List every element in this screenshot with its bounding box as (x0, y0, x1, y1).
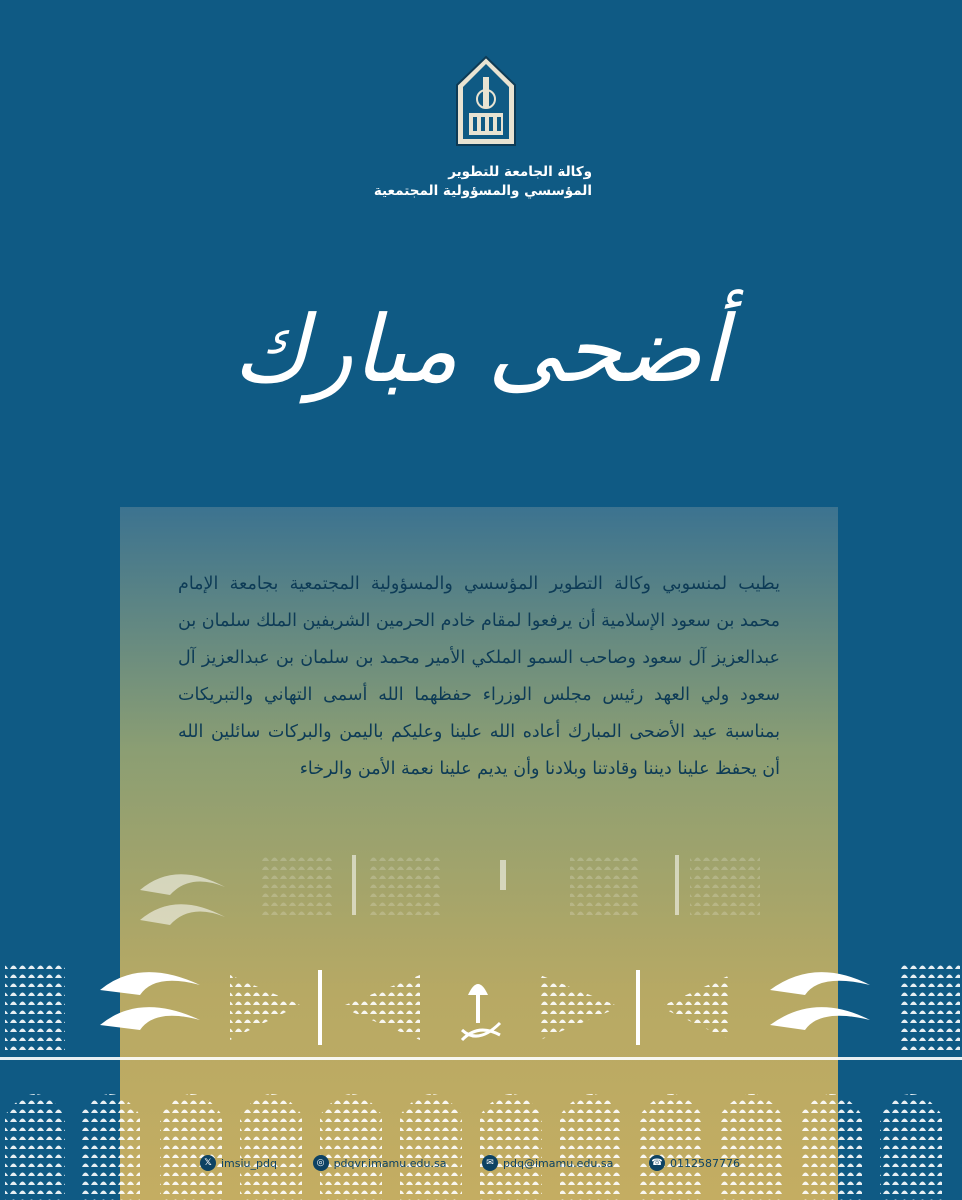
email-address: pdq@imamu.edu.sa (503, 1156, 614, 1170)
org-name-line1: وكالة الجامعة للتطوير (448, 164, 592, 180)
email-contact[interactable] (482, 1155, 613, 1171)
phone-number: 0112587776 (669, 1156, 740, 1170)
faded-upper-row (140, 855, 760, 925)
globe-icon: ◎ (313, 1155, 329, 1171)
middle-row (5, 965, 960, 1055)
org-name (330, 163, 592, 201)
website-url: pdqvr.imamu.edu.sa (333, 1156, 447, 1170)
decorative-pattern (0, 845, 962, 1200)
greeting-message: يطيب لمنسوبي وكالة التطوير المؤسسي والمسؤولية المجتمعية بجامعة الإمام محمد بن سعود الإسلامية أن يرفعوا لمقام خادم الحرمين الشريفين الملك سلمان بن عبدالعزيز آل سعود وصاحب السمو الملكي الأمير محمد بن سلمان بن عبدالعزيز آل سعود ولي العهد رئيس مجلس الوزراء حفظهما الله أسمى التهاني والتبريكات بمناسبة عيد الأضحى المبارك أعاده الله علينا وعليكم باليمن والبركات سائلين الله أن يحفظ علينا ديننا وقادتنا وبلادنا وأن يديم علينا نعمة الأمن والرخاء (178, 574, 780, 779)
contact-footer (200, 1148, 740, 1178)
envelope-icon: ✉ (482, 1155, 498, 1171)
bottom-arches (5, 1094, 942, 1200)
twitter-contact[interactable] (200, 1155, 277, 1171)
website-contact[interactable] (313, 1155, 447, 1171)
x-twitter-icon: 𝕏 (200, 1155, 216, 1171)
phone-contact[interactable] (649, 1155, 740, 1171)
phone-icon: ☎ (649, 1155, 665, 1171)
twitter-handle: imsiu_pdq (221, 1156, 277, 1170)
org-name-line2: المؤسسي والمسؤولية المجتمعية (373, 183, 592, 199)
university-seal-icon (455, 55, 517, 147)
eid-title: أضحى مبارك (232, 296, 728, 403)
